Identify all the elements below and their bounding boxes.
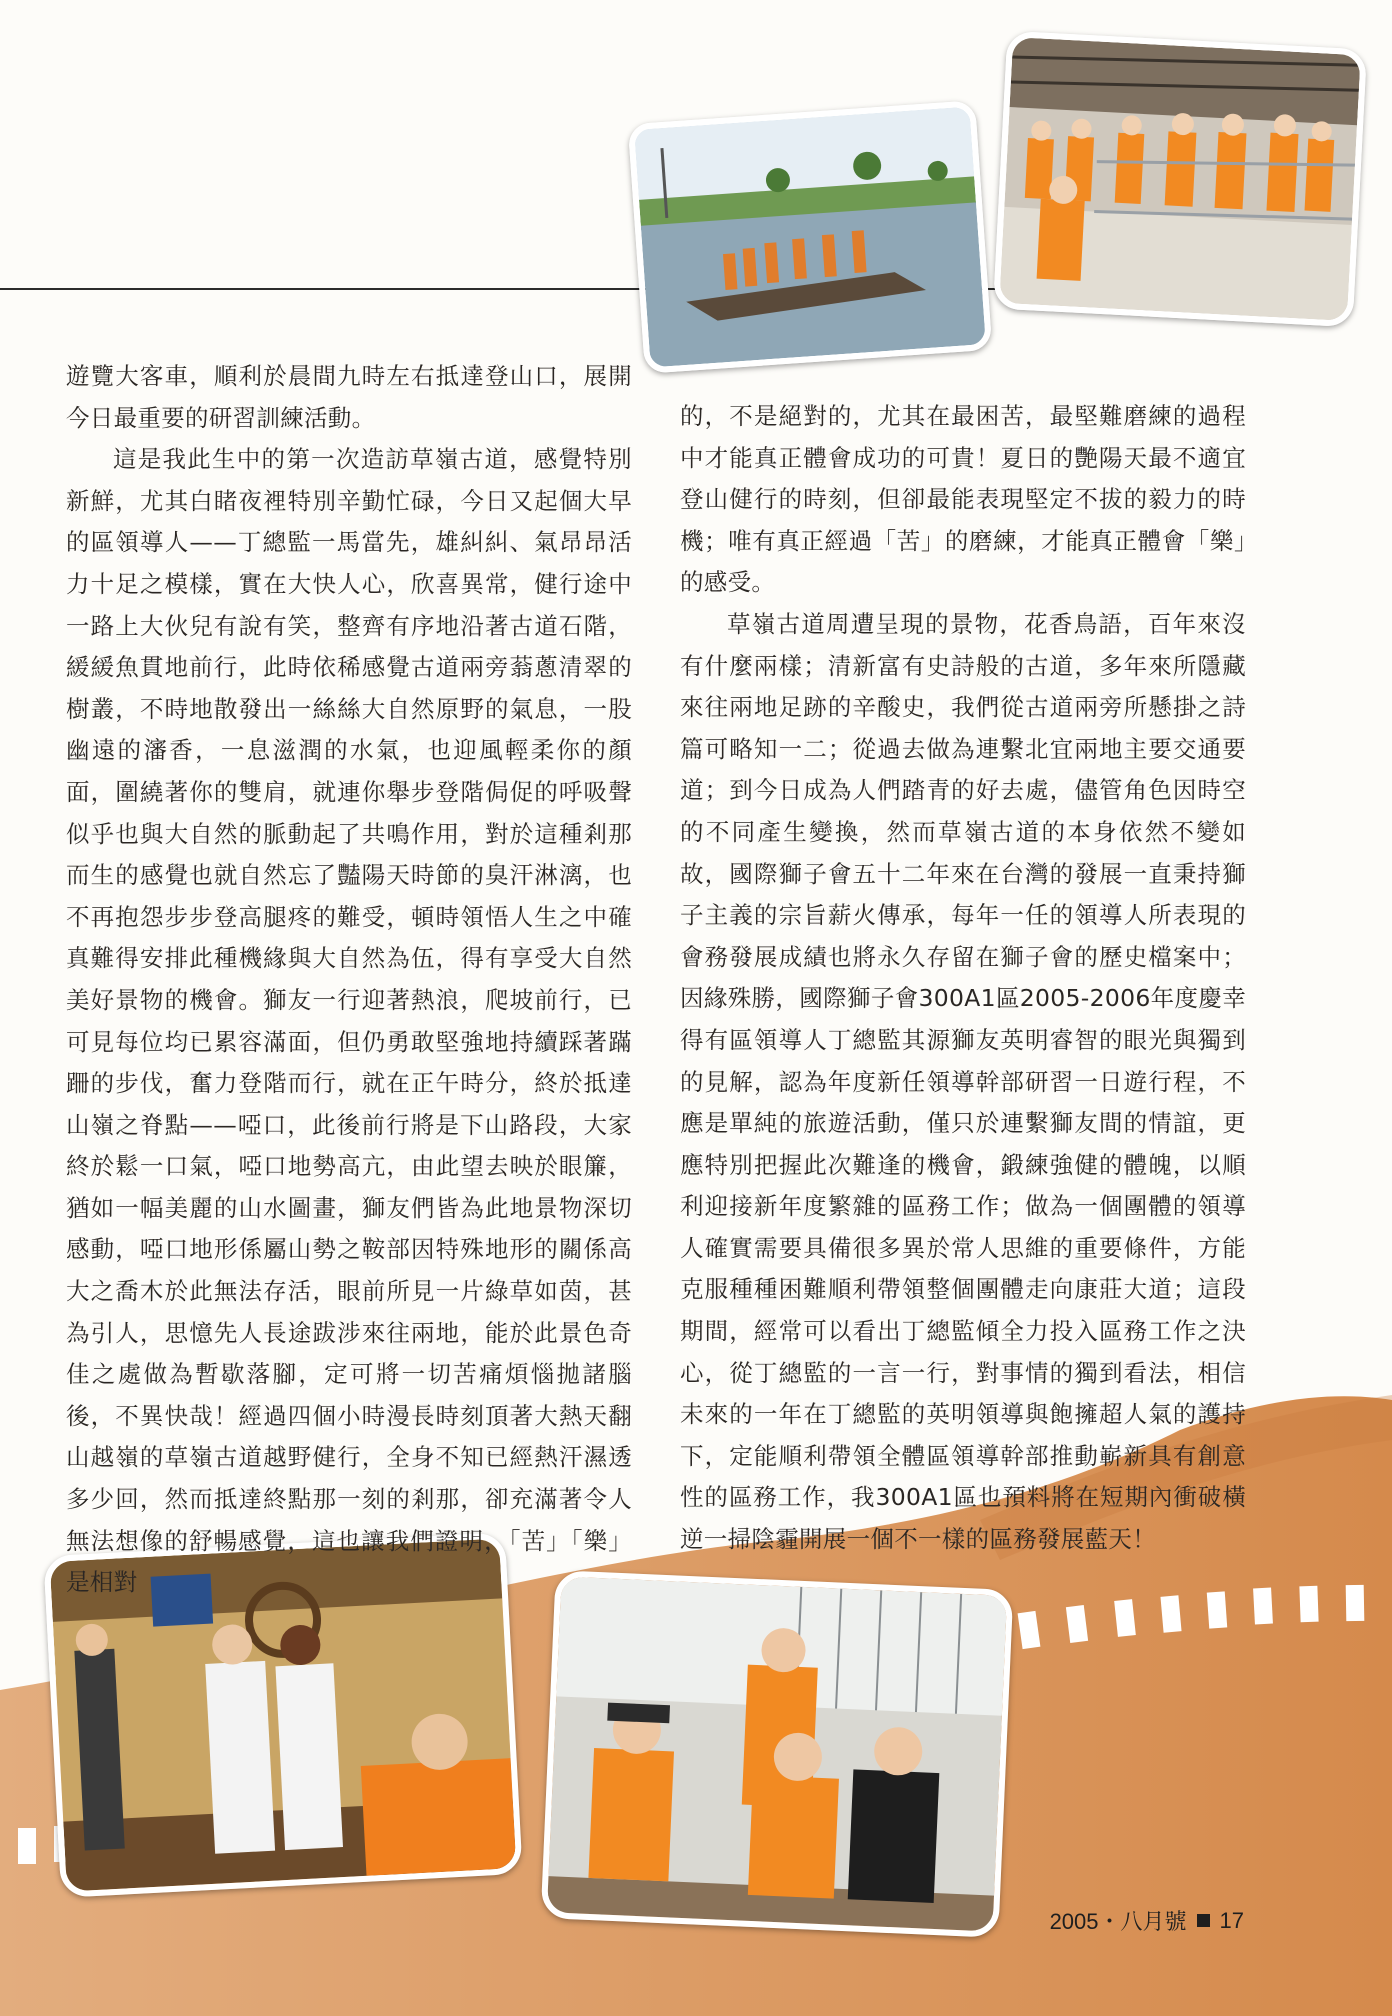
- square-bullet-icon: [1197, 1914, 1210, 1927]
- paragraph: 這是我此生中的第一次造訪草嶺古道，感覺特別新鮮，尤其白睹夜裡特別辛勤忙碌，今日又起個大早的區領導人——丁總監一馬當先，雄糾糾、氣昂昂活力十足之模樣，實在大快人心，欣喜異常，健行途中一路上大伙兒有說有笑，整齊有序地沿著古道石階，緩緩魚貫地前行，此時依稀感覺古道兩旁蓊蔥清翠的樹叢，不時地散發出一絲絲大自然原野的氣息，一股幽遠的瀋香，一息滋潤的水氣，也迎風輕柔你的顏面，圍繞著你的雙肩，就連你舉步登階侷促的呼吸聲似乎也與大自然的脈動起了共鳴作用，對於這種剎那而生的感覺也就自然忘了豔陽天時節的臭汗淋漓，也不再抱怨步步登高腿疼的難受，頓時領悟人生之中確真難得安排此種機緣與大自然為伍，得有享受大自然美好景物的機會。獅友一行迎著熱浪，爬坡前行，已可見每位均已累容滿面，但仍勇敢堅強地持續踩著蹣跚的步伐，奮力登階而行，就在正午時分，終於抵達山嶺之脊點——啞口，此後前行將是下山路段，大家終於鬆一口氣，啞口地勢高亢，由此望去映於眼簾，猶如一幅美麗的山水圖畫，獅友們皆為此地景物深切感動，啞口地形係屬山勢之鞍部因特殊地形的關係高大之喬木於此無法存活，眼前所見一片綠草如茵，甚為引人，思憶先人長途跋涉來往兩地，能於此景色奇佳之處做為暫歇落腳，定可將一切苦痛煩惱拋諸腦後，不異快哉！經過四個小時漫長時刻頂著大熱天翻山越嶺的草嶺古道越野健行，全身不知已經熱汗濕透多少回，然而抵達終點那一刻的剎那，卻充滿著令人無法想像的舒暢感覺，這也讓我們證明，「苦」「樂」是相對: [66, 445, 632, 1597]
- paragraph: 的，不是絕對的，尤其在最困苦，最堅難磨練的過程中才能真正體會成功的可貴！夏日的艷陽天最不適宜登山健行的時刻，但卻最能表現堅定不拔的毅力的時機；唯有真正經過「苦」的磨練，才能真正體會「樂」的感受。: [680, 402, 1246, 597]
- photo-raft-on-pond: [628, 100, 993, 374]
- paragraph: 草嶺古道周遭呈現的景物，花香鳥語，百年來沒有什麼兩樣；清新富有史詩般的古道，多年來所隱藏來往兩地足跡的辛酸史，我們從古道兩旁所懸掛之詩篇可略知一二；從過去做為連繫北宜兩地主要交通要道；到今日成為人們踏青的好去處，儘管角色因時空的不同產生變換，然而草嶺古道的本身依然不變如故，國際獅子會五十二年來在台灣的發展一直秉持獅子主義的宗旨薪火傳承，每年一任的領導人所表現的會務發展成績也將永久存留在獅子會的歷史檔案中；因緣殊勝，國際獅子會300A1區2005-2006年度慶幸得有區領導人丁總監其源獅友英明睿智的眼光與獨到的見解，認為年度新任領導幹部研習一日遊行程，不應是單純的旅遊活動，僅只於連繫獅友間的情誼，更應特別把握此次難逢的機會，鍛練強健的體魄，以順利迎接新年度繁雜的區務工作；做為一個團體的領導人確實需要具備很多異於常人思維的重要條件，方能克服種種困難順利帶領整個團體走向康莊大道；這段期間，經常可以看出丁總監傾全力投入區務工作之決心，從丁總監的一言一行，對事情的獨到看法，相信未來的一年在丁總監的英明領導與飽擁超人氣的護持下，定能順利帶領全體區領導幹部推動嶄新具有創意性的區務工作，我300A1區也預料將在短期內衝破橫逆一掃陰霾開展一個不一樣的區務發展藍天！: [680, 609, 1246, 1554]
- balcony-photo-icon: [999, 37, 1360, 321]
- article-column-left: [66, 356, 632, 1604]
- photo-seated-women: [541, 1570, 1014, 1938]
- photo-balcony-group: [993, 31, 1367, 327]
- page-number: 17: [1219, 1907, 1244, 1933]
- issue-label: 2005・八月號: [1049, 1909, 1187, 1934]
- women-photo-icon: [547, 1576, 1007, 1931]
- page-footer: [1050, 1905, 1244, 1936]
- paragraph: 遊覽大客車，順利於晨間九時左右抵達登山口，展開今日最重要的研習訓練活動。: [66, 362, 632, 432]
- article-column-right: [680, 396, 1246, 1561]
- raft-photo-icon: [634, 107, 986, 368]
